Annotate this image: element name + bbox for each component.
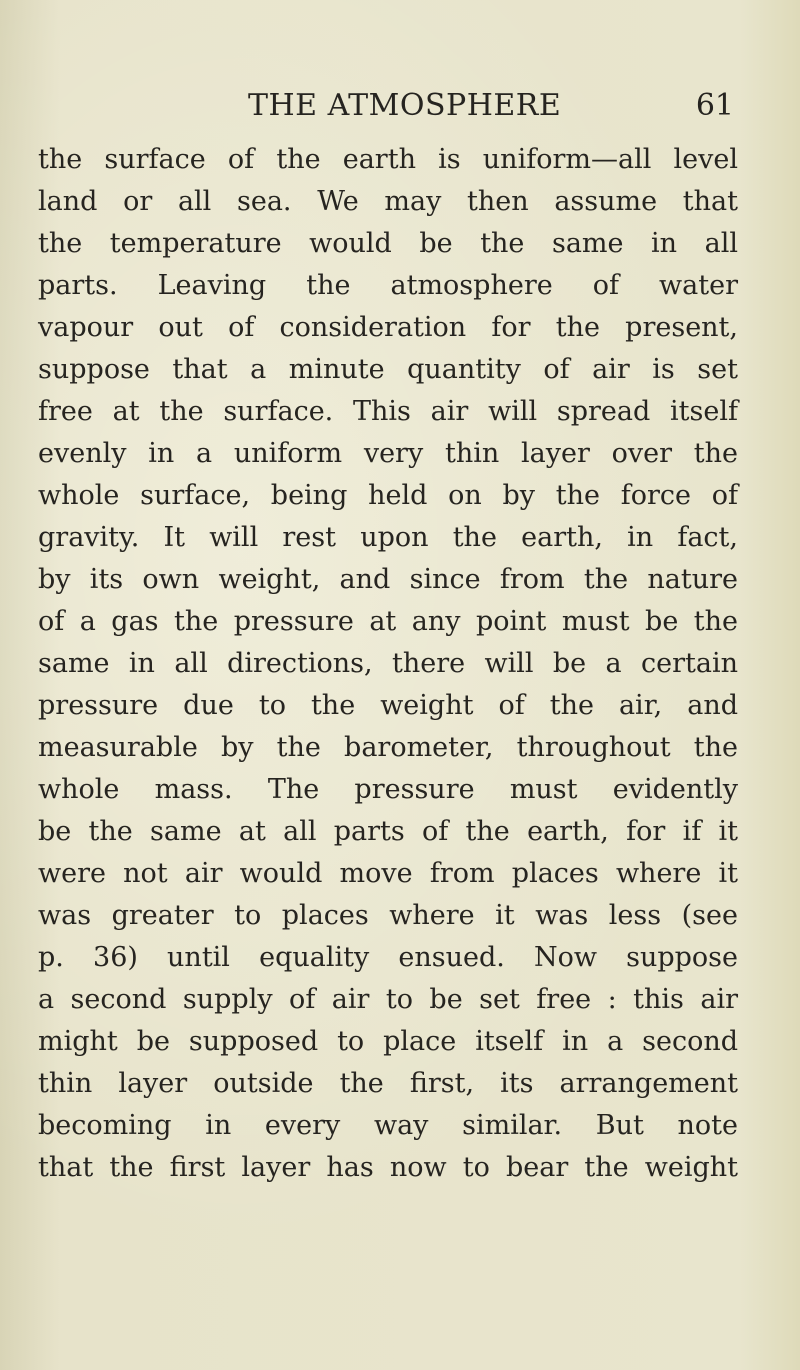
text-line: of a gas the pressure at any point must be the bbox=[38, 606, 738, 637]
text-line: might be supposed to place itself in a second bbox=[38, 1026, 738, 1057]
text-line: the temperature would be the same in all bbox=[38, 228, 738, 259]
text-line: pressure due to the weight of the air, and bbox=[38, 690, 738, 721]
text-line: same in all directions, there will be a certain bbox=[38, 648, 738, 679]
text-line: were not air would move from places where it bbox=[38, 858, 738, 889]
text-line: a second supply of air to be set free : this air bbox=[38, 984, 738, 1015]
text-line: that the first layer has now to bear the weight bbox=[38, 1152, 738, 1183]
text-line: parts. Leaving the atmosphere of water bbox=[38, 270, 738, 301]
text-line: measurable by the barometer, throughout the bbox=[38, 732, 738, 763]
text-line: becoming in every way similar. But note bbox=[38, 1110, 738, 1141]
text-line: free at the surface. This air will spread itself bbox=[38, 396, 738, 427]
text-line: the surface of the earth is uniform—all level bbox=[38, 144, 738, 175]
text-line: by its own weight, and since from the nature bbox=[38, 564, 738, 595]
text-line: was greater to places where it was less (see bbox=[38, 900, 738, 931]
page-number: 61 bbox=[695, 88, 734, 123]
text-line: p. 36) until equality ensued. Now suppose bbox=[38, 942, 738, 973]
chapter-title: THE ATMOSPHERE bbox=[248, 88, 562, 123]
text-line: whole mass. The pressure must evidently bbox=[38, 774, 738, 805]
text-line: suppose that a minute quantity of air is set bbox=[38, 354, 738, 385]
text-line: thin layer outside the first, its arrangement bbox=[38, 1068, 738, 1099]
text-line: gravity. It will rest upon the earth, in fact, bbox=[38, 522, 738, 553]
text-line: vapour out of consideration for the present, bbox=[38, 312, 738, 343]
running-head bbox=[248, 88, 734, 128]
text-line: evenly in a uniform very thin layer over the bbox=[38, 438, 738, 469]
text-line: land or all sea. We may then assume that bbox=[38, 186, 738, 217]
text-line: be the same at all parts of the earth, for if it bbox=[38, 816, 738, 847]
text-line: whole surface, being held on by the force of bbox=[38, 480, 738, 511]
